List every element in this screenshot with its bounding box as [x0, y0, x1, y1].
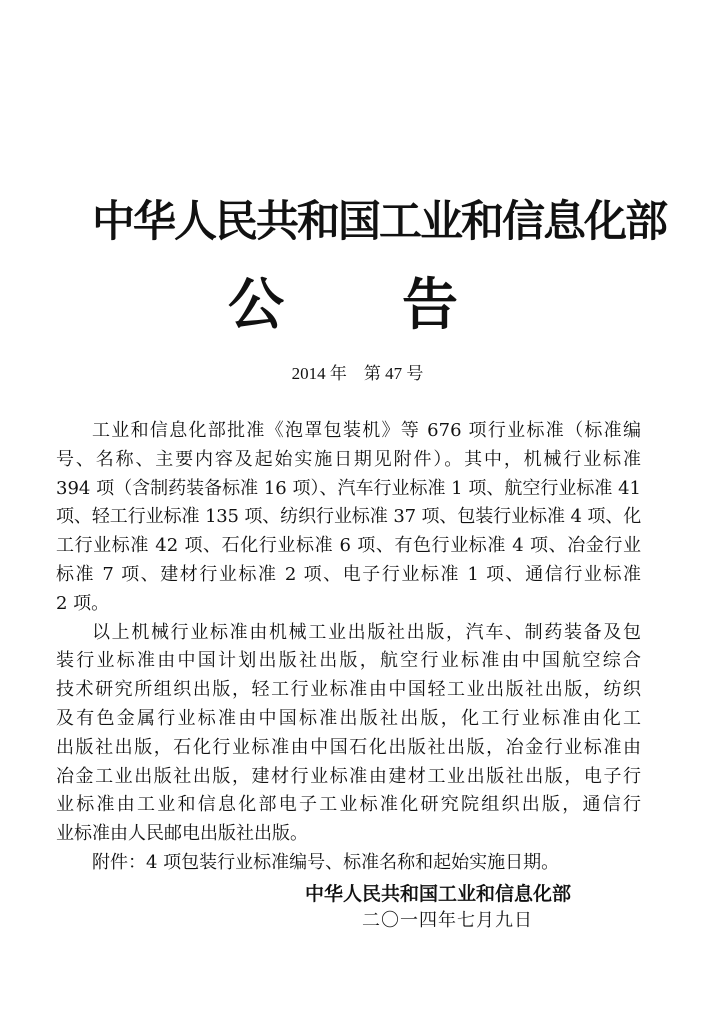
paragraph-1-line: 标准 7 项、建材行业标准 2 项、电子行业标准 1 项、通信行业标准 [56, 563, 641, 585]
attachment-line: 附件：4 项包装行业标准编号、标准名称和起始实施日期。 [92, 851, 560, 873]
paragraph-2-line: 业标准由工业和信息化部电子工业标准化研究院组织出版，通信行 [56, 794, 641, 816]
title-char-gao: 告 [402, 272, 458, 338]
paragraph-1-line: 2 项。 [56, 592, 110, 614]
signature-date: 二〇一四年七月九日 [362, 910, 533, 931]
paragraph-1-line: 394 项（含制药装备标准 16 项）、汽车行业标准 1 项、航空行业标准 41 [56, 477, 641, 499]
paragraph-2-line: 技术研究所组织出版，轻工行业标准由中国轻工业出版社出版，纺织 [56, 679, 641, 701]
paragraph-2-line: 业标准由人民邮电出版社出版。 [56, 823, 308, 845]
announcement-body [56, 417, 641, 878]
paragraph-1-line: 号、名称、主要内容及起始实施日期见附件）。其中，机械行业标准 [56, 448, 641, 470]
paragraph-2-line: 出版社出版，石化行业标准由中国石化出版社出版，冶金行业标准由 [56, 736, 641, 758]
announcement-title [228, 274, 458, 336]
paragraph-1-line: 项、轻工行业标准 135 项、纺织行业标准 37 项、包装行业标准 4 项、化 [56, 506, 641, 528]
paragraph-2-line: 冶金工业出版社出版，建材行业标准由建材工业出版社出版，电子行 [56, 765, 641, 787]
paragraph-1-line: 工业和信息化部批准《泡罩包装机》等 676 项行业标准（标准编 [92, 420, 641, 441]
paragraph-2-line: 以上机械行业标准由机械工业出版社出版，汽车、制药装备及包 [92, 621, 641, 643]
paragraph-1-line: 工行业标准 42 项、石化行业标准 6 项、有色行业标准 4 项、冶金行业 [56, 535, 641, 557]
signature-issuer: 中华人民共和国工业和信息化部 [305, 883, 572, 905]
document-number: 2014 年 第 47 号 [291, 364, 424, 383]
title-char-gong: 公 [228, 272, 284, 338]
paragraph-2-line: 及有色金属行业标准由中国标准出版社出版，化工行业标准由化工 [56, 707, 641, 729]
issuer-heading: 中华人民共和国工业和信息化部 [92, 197, 666, 247]
paragraph-2-line: 装行业标准由中国计划出版社出版，航空行业标准由中国航空综合 [56, 650, 641, 672]
